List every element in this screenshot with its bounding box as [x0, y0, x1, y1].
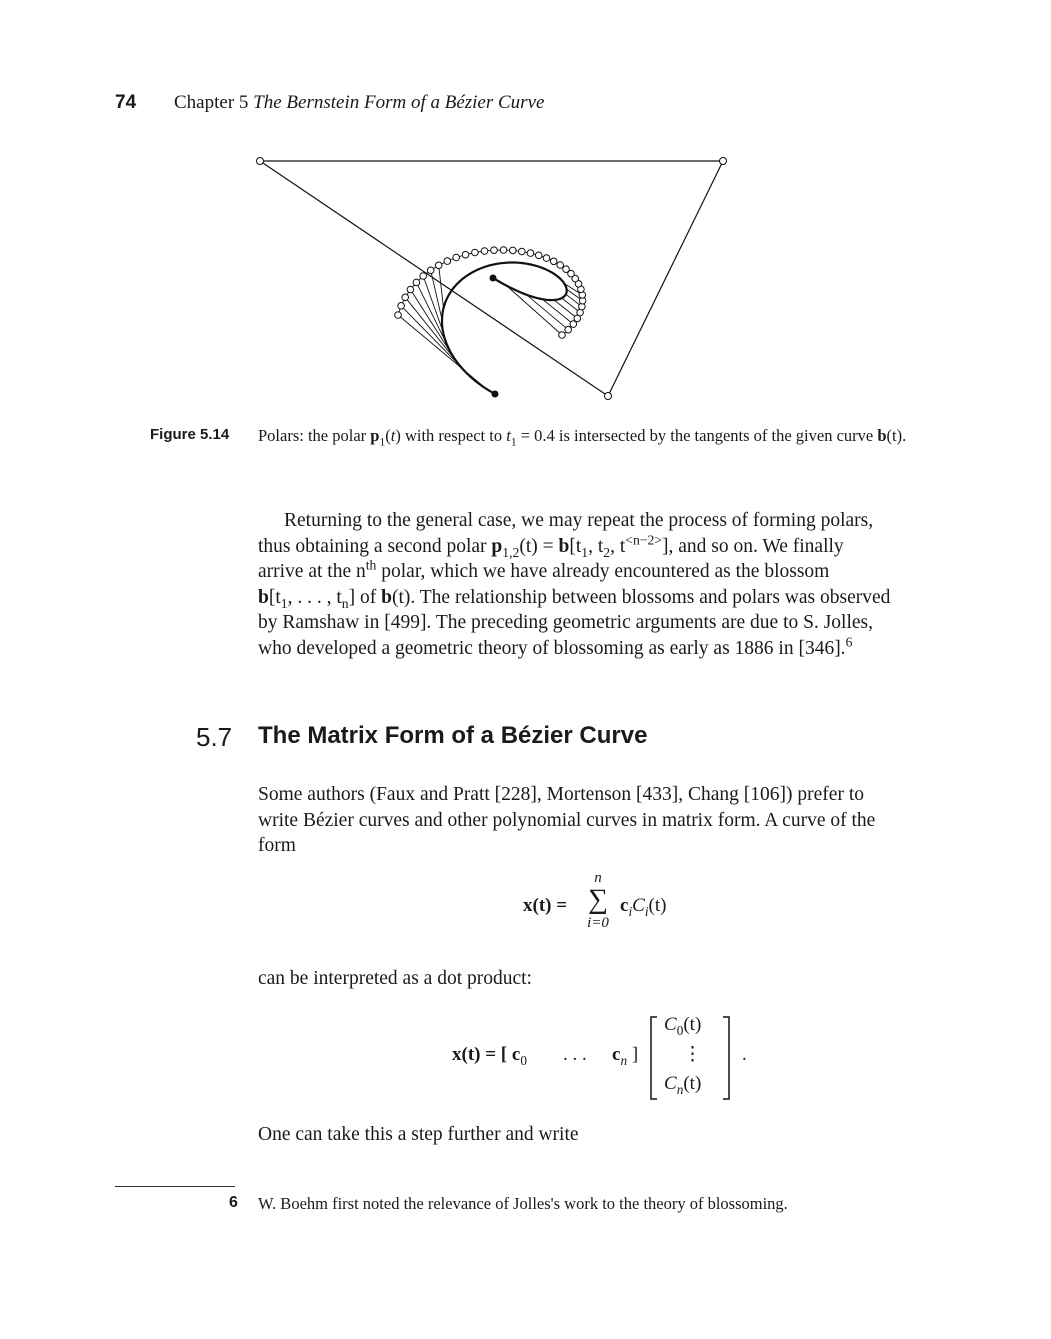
sum-operator: n ∑ i=0	[587, 870, 609, 931]
polar-point	[402, 294, 409, 301]
left-bracket	[651, 1017, 657, 1099]
section-number: 5.7	[196, 722, 233, 752]
polar-figure	[240, 150, 740, 415]
equation-period: .	[742, 1044, 747, 1065]
polar-point	[435, 262, 442, 269]
polar-point	[543, 255, 550, 262]
curve-start-point	[490, 275, 497, 282]
vector-entry-top: $C_0(t)$	[664, 1014, 702, 1038]
polar-point	[535, 252, 542, 259]
tangent-line	[554, 300, 577, 318]
polar-point	[462, 251, 469, 258]
polar-point	[500, 247, 507, 254]
chapter-label: Chapter 5	[174, 92, 249, 113]
polar-point	[559, 332, 566, 339]
page-number: 74	[115, 92, 137, 113]
vector-entry-bottom: $C_n(t)$	[664, 1073, 702, 1097]
polar-point	[420, 273, 427, 280]
figure-caption: Polars: the polar $p_1(t)$ with respect to $t_1 = 0.4$ is intersected by the tangents of the given curve b(t).	[258, 426, 907, 449]
polar-point	[413, 279, 420, 286]
tangent-line	[507, 286, 563, 335]
figure-label: Figure 5.14	[150, 426, 230, 443]
polar-point	[527, 250, 534, 257]
equation-sum: x(t) =	[523, 895, 568, 916]
polar-point	[444, 258, 451, 265]
polar-point	[519, 248, 526, 255]
control-point	[605, 393, 612, 400]
polar-point	[563, 266, 570, 273]
polar-point	[472, 249, 479, 256]
polar-point	[557, 262, 564, 269]
vector-vdots: ⋮	[683, 1044, 702, 1065]
polar-point	[491, 247, 498, 254]
polar-point	[481, 248, 488, 255]
equation-cn: $c_n$ ]	[612, 1044, 639, 1068]
equation-dots: . . .	[563, 1044, 587, 1065]
paragraph-matrix-intro: Some authors (Faux and Pratt [228], Mortenson [433], Chang [106]) prefer to write Bézier curves and other polynomial curves in matrix form. A curve of the form	[258, 784, 876, 856]
polar-point	[398, 303, 405, 310]
section-title: The Matrix Form of a Bézier Curve	[258, 722, 648, 749]
polar-point	[427, 267, 434, 274]
polar-point	[550, 258, 557, 265]
tangent-lines	[398, 265, 583, 389]
curve-end-point	[492, 391, 499, 398]
polar-point	[407, 286, 414, 293]
control-point	[257, 158, 264, 165]
polar-point	[510, 247, 517, 254]
running-head	[174, 92, 544, 114]
paragraph-further: One can take this a step further and write	[258, 1124, 579, 1145]
chapter-title: The Bernstein Form of a Bézier Curve	[253, 92, 545, 113]
footnote-text: W. Boehm first noted the relevance of Jolles's work to the theory of blossoming.	[258, 1194, 788, 1213]
polar-points	[395, 247, 586, 339]
control-point	[720, 158, 727, 165]
footnote-rule	[115, 1186, 235, 1187]
paragraph-dot-product: can be interpreted as a dot product:	[258, 968, 532, 989]
footnote-number: 6	[229, 1194, 238, 1211]
paragraph-polars: Returning to the general case, we may repeat the process of forming polars, thus obtaining a second polar $p_{1,2}(t) = b[t_1$, $t_2$, $t^{<n-2>}$], and so on. We finally arrive at the $n^{th}$ polar, which we have already encountered as the blossom $b[t_1$, . . . , $t_n$] of b(t). The relationship between blossoms and polars was observed by Ramshaw in [499]. The preceding geometric arguments are due to S. Jolles, who developed a geometric theory of blossoming as early as 1886 in [346].$^6$	[258, 510, 891, 659]
sum-term: $c_iC_i(t)$	[620, 895, 667, 919]
equation-dot-product: x(t) = [ $c_0$	[452, 1044, 527, 1068]
tangent-line	[439, 265, 444, 308]
bezier-curve	[442, 263, 567, 395]
right-bracket	[723, 1017, 729, 1099]
polar-point	[565, 326, 572, 333]
polar-point	[453, 254, 460, 261]
polar-point	[395, 312, 402, 319]
